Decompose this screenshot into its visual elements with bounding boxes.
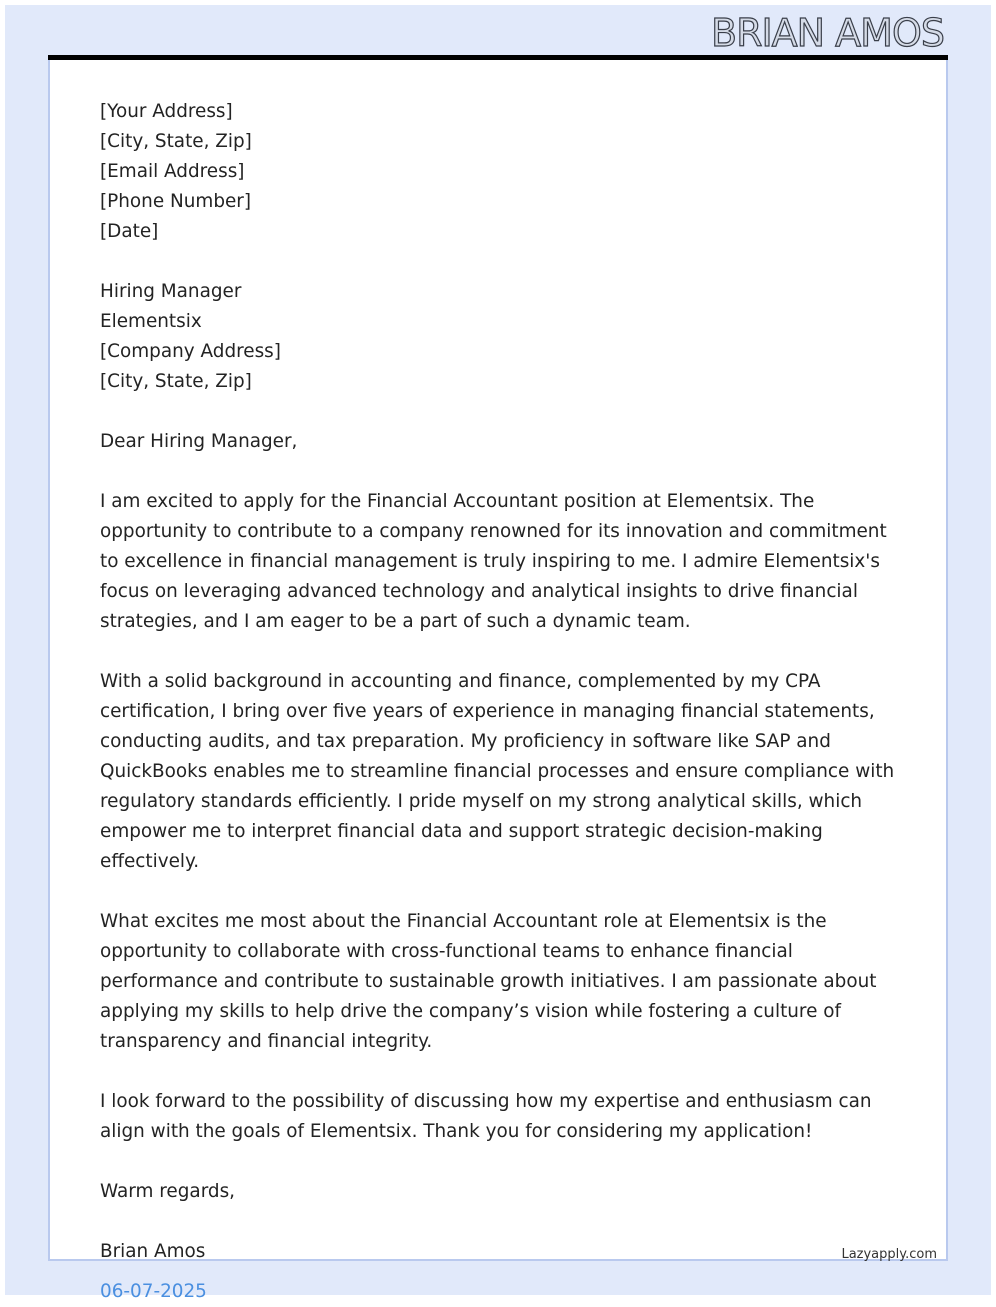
salutation: Dear Hiring Manager, [100,431,298,452]
sender-block [100,97,900,247]
cover-letter [100,97,900,1307]
body-paragraph-2: With a solid background in accounting and finance, complemented by my CPA certification, I bring over five years of experience in managing financial statements, conducting audits, and tax preparation. My proficiency in software like SAP and QuickBooks enables me to streamline financial processes and ensure compliance with regulatory standards efficiently. I pride myself on my strong analytical skills, which empower me to interpret financial data and support strategic decision-making effectively. [100,671,895,872]
body-paragraph-4: I look forward to the possibility of discussing how my expertise and enthusiasm can align with the goals of Elementsix. Thank you for considering my application! [100,1091,872,1142]
body-paragraph-3: What excites me most about the Financial Accountant role at Elementsix is the opportunity to collaborate with cross-functional teams to enhance financial performance and contribute to sustainable growth initiatives. I am passionate about applying my skills to help drive the company’s vision while fostering a culture of transparency and financial integrity. [100,911,877,1052]
watermark: Lazyapply.com [841,1247,937,1262]
sender-phone: [Phone Number] [100,191,252,212]
sender-address: [Your Address] [100,101,233,122]
recipient-city-state-zip: [City, State, Zip] [100,371,252,392]
closing: Warm regards, [100,1181,236,1202]
header-name: BRIAN AMOS [711,11,944,55]
sender-city-state-zip: [City, State, Zip] [100,131,252,152]
sender-date: [Date] [100,221,159,242]
recipient-company: Elementsix [100,311,202,332]
letter-date: 06-07-2025 [100,1281,207,1302]
recipient-block [100,277,900,397]
body-paragraph-1: I am excited to apply for the Financial Accountant position at Elementsix. The opportunity to contribute to a company renowned for its innovation and commitment to excellence in financial management is truly inspiring to me. I admire Elementsix's focus on leveraging advanced technology and analytical insights to drive financial strategies, and I am eager to be a part of such a dynamic team. [100,491,887,632]
recipient-title: Hiring Manager [100,281,242,302]
sender-email: [Email Address] [100,161,245,182]
signature-name: Brian Amos [100,1241,206,1262]
recipient-address: [Company Address] [100,341,281,362]
